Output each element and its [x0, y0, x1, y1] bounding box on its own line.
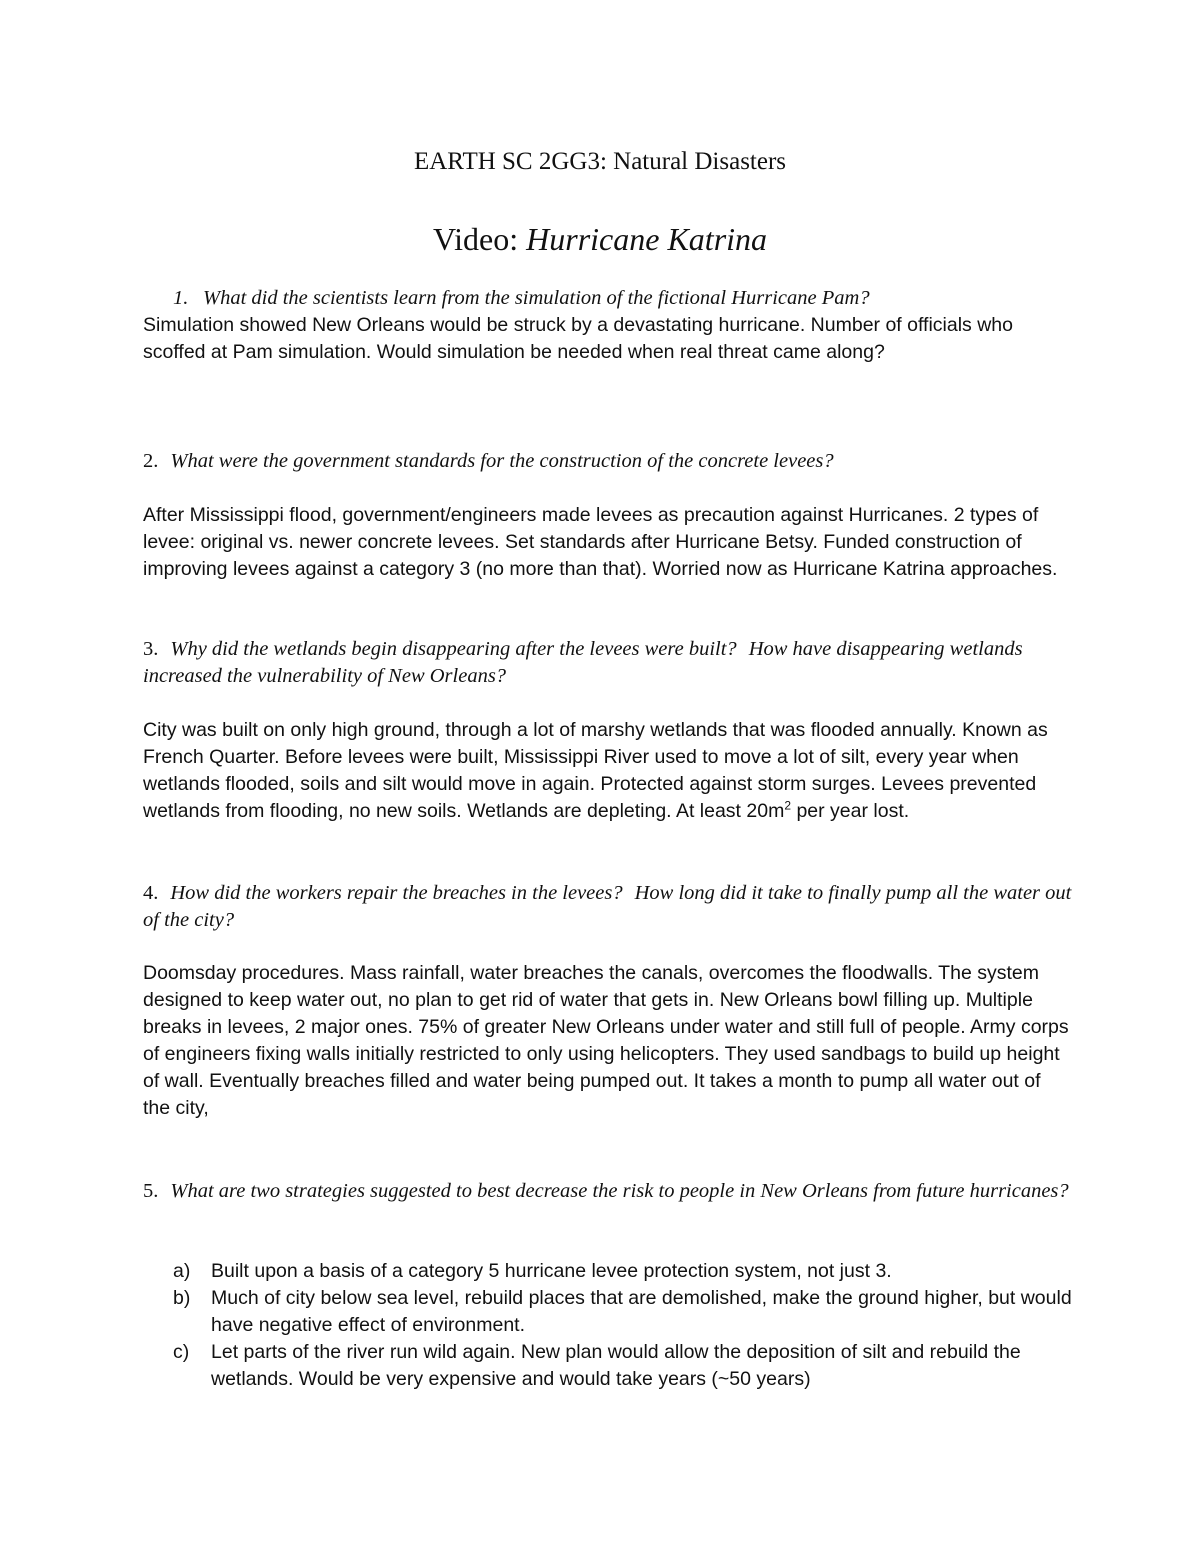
question-1-answer: Simulation showed New Orleans would be struck by a devastating hurricane. Number of officials who scoffed at Pam simulation. Would simulation be needed when real threat came along?	[143, 314, 1013, 363]
question-3-prompt	[143, 636, 1073, 690]
question-2	[143, 448, 1073, 475]
question-1	[143, 285, 1073, 366]
question-5-number: 5.	[143, 1180, 159, 1202]
list-marker-a: a)	[173, 1260, 191, 1282]
question-2-number: 2.	[143, 450, 159, 472]
list-item	[143, 1285, 1073, 1339]
list-marker-c: c)	[173, 1341, 190, 1363]
question-1-prompt	[143, 285, 1073, 312]
question-3-answer-exponent: 2	[784, 798, 792, 813]
question-3-number: 3.	[143, 638, 159, 660]
question-2-prompt	[143, 448, 1073, 475]
question-2-answer: After Mississippi flood, government/engineers made levees as precaution against Hurricanes. 2 types of levee: original vs. newer concrete levees. Set standards after Hurricane Betsy. Funded construction of improving levees against a category 3 (no more than that). Worried now as Hurricane Katrina approaches.	[143, 504, 1058, 580]
question-5-text: What are two strategies suggested to best decrease the risk to people in New Orleans from future hurricanes?	[170, 1180, 1069, 1202]
question-3-answer-tail: per year lost.	[791, 800, 910, 822]
question-3-answer-text: City was built on only high ground, through a lot of marshy wetlands that was flooded annually. Known as French Quarter. Before levees were built, Mississippi River used to move a lot of silt, every year when wetlands flooded, soils and silt would move in again. Protected against storm surges. Levees prevented wetlands from flooding, no new soils. Wetlands are depleting. At least	[143, 719, 1048, 822]
question-4	[143, 880, 1073, 934]
question-4-number: 4.	[143, 882, 159, 904]
question-3	[143, 636, 1073, 690]
question-5	[143, 1178, 1073, 1205]
question-4-text-a: How did the workers repair the breaches in the levees?	[170, 882, 623, 904]
list-item	[143, 1339, 1073, 1393]
question-3-answer-value: 20m	[746, 800, 785, 822]
question-3-text-a: Why did the wetlands begin disappearing after the levees were built?	[170, 638, 737, 660]
list-item-text: Let parts of the river run wild again. New plan would allow the deposition of silt and rebuild the wetlands. Would be very expensive and would take years (~50 years)	[211, 1341, 1021, 1390]
course-title: EARTH SC 2GG3: Natural Disasters	[413, 148, 787, 175]
list-item-text: Built upon a basis of a category 5 hurricane levee protection system, not just 3.	[211, 1260, 892, 1282]
question-4-text-b: How long did it take to finally pump all the water out of the city?	[143, 882, 1072, 931]
question-4-prompt	[143, 880, 1073, 934]
strategy-list	[143, 1258, 1073, 1393]
question-1-text: What did the scientists learn from the simulation of the fictional Hurricane Pam?	[203, 287, 870, 309]
video-title	[0, 219, 1200, 259]
video-name: Hurricane Katrina	[526, 221, 768, 257]
question-3-text-b: How have disappearing wetlands increased the vulnerability of New Orleans?	[143, 638, 1023, 687]
question-1-number: 1.	[173, 287, 189, 309]
question-5-prompt	[143, 1178, 1073, 1205]
video-prefix: Video:	[432, 221, 527, 257]
question-2-text: What were the government standards for the construction of the concrete levees?	[170, 450, 834, 472]
question-4-answer: Doomsday procedures. Mass rainfall, water breaches the canals, overcomes the floodwalls. The system designed to keep water out, no plan to get rid of water that gets in. New Orleans bowl filling up. Multiple breaks in levees, 2 major ones. 75% of greater New Orleans under water and still full of people. Army corps of engineers fixing walls initially restricted to only using helicopters. They used sandbags to build up height of wall. Eventually breaches filled and water being pumped out. It takes a month to pump all water out of the city,	[143, 962, 1069, 1119]
list-item-text: Much of city below sea level, rebuild places that are demolished, make the ground higher, but would have negative effect of environment.	[211, 1287, 1072, 1336]
question-3-answer	[143, 717, 1073, 825]
list-item	[143, 1258, 1073, 1285]
list-marker-b: b)	[173, 1287, 191, 1309]
